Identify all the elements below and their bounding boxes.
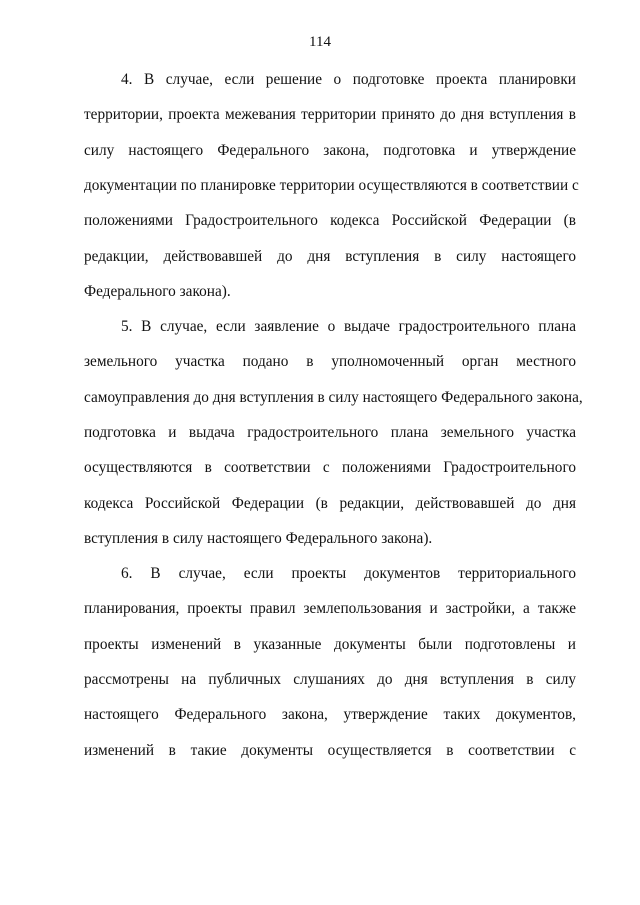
page-number: 114 [309,34,331,50]
paragraph-5-line: осуществляются в соответствии с положениями Градостроительного [84,459,576,476]
paragraph-5-line: подготовка и выдача градостроительного плана земельного участка [84,424,576,441]
paragraph-4-line: территории, проекта межевания территории принято до дня вступления в [84,106,576,123]
paragraph-4-line: Федерального закона). [84,283,231,300]
paragraph-6-line: изменений в такие документы осуществляется в соответствии с [84,742,576,759]
paragraph-5-line: 5. В случае, если заявление о выдаче градостроительного плана [121,318,576,335]
paragraph-4-line: редакции, действовавшей до дня вступления в силу настоящего [84,248,576,265]
paragraph-5-line: кодекса Российской Федерации (в редакции, действовавшей до дня [84,495,576,512]
paragraph-6-line: проекты изменений в указанные документы были подготовлены и [84,636,576,653]
paragraph-6-line: планирования, проекты правил землепользования и застройки, а также [84,600,576,617]
paragraph-5-line: самоуправления до дня вступления в силу настоящего Федерального закона, [84,389,583,406]
paragraph-6-line: настоящего Федерального закона, утверждение таких документов, [84,706,576,723]
paragraph-4-line: силу настоящего Федерального закона, подготовка и утверждение [84,142,576,159]
paragraph-6-line: 6. В случае, если проекты документов территориального [121,565,576,582]
paragraph-4-line: документации по планировке территории осуществляются в соответствии с [84,177,579,194]
paragraph-5-line: земельного участка подано в уполномоченный орган местного [84,353,576,370]
paragraph-6-line: рассмотрены на публичных слушаниях до дня вступления в силу [84,671,576,688]
paragraph-4-line: 4. В случае, если решение о подготовке проекта планировки [121,71,576,88]
paragraph-5-line: вступления в силу настоящего Федерального закона). [84,530,433,547]
paragraph-4-line: положениями Градостроительного кодекса Российской Федерации (в [84,212,576,229]
